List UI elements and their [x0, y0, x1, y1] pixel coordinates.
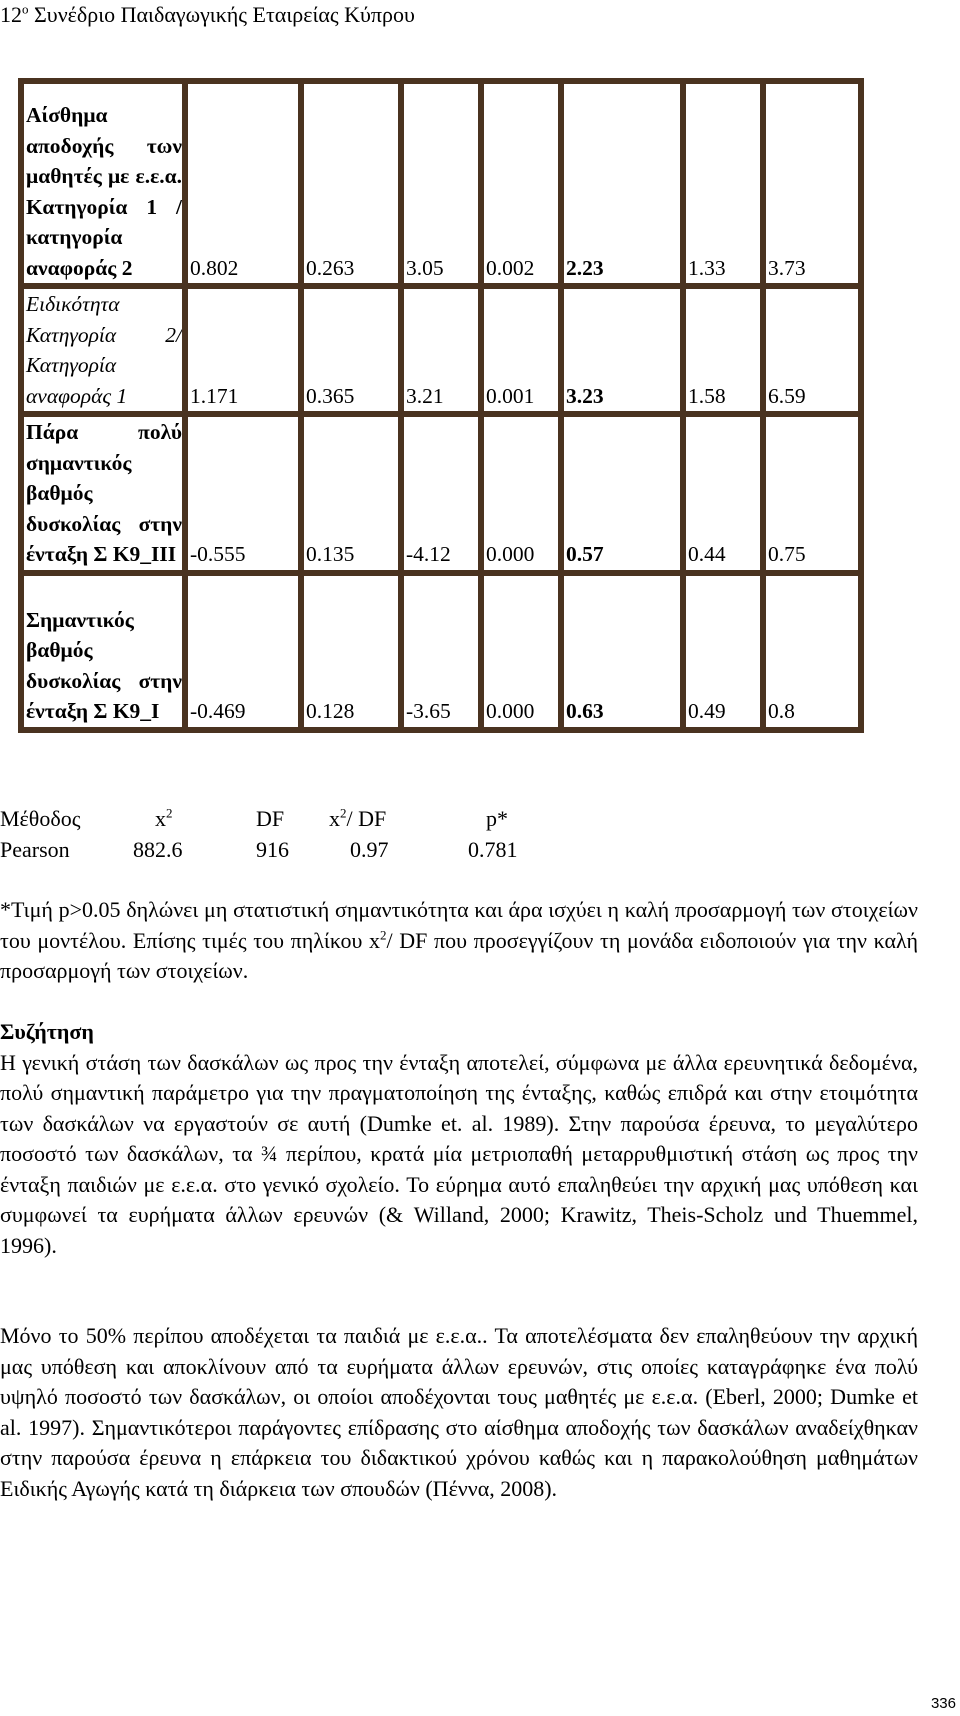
odds-ratio-cell: 0.63 — [561, 573, 683, 730]
p-cell: 0.000 — [481, 573, 561, 730]
conference-title: Συνέδριο Παιδαγωγικής Εταιρείας Κύπρου — [28, 2, 415, 27]
ci-low-cell: 1.58 — [683, 286, 763, 414]
ratio-symbol: x — [329, 806, 340, 831]
results-table — [18, 78, 864, 733]
odds-ratio-cell: 2.23 — [561, 81, 683, 286]
discussion-paragraph-2: Μόνο το 50% περίπου αποδέχεται τα παιδιά με ε.ε.α.. Τα αποτελέσματα δεν επαληθεύουν την αρχική μας υπόθεση και αποκλίνουν από τα ευρήματα άλλων ερευνών, στις οποίες καταγράφηκε ένα πολύ υψηλό ποσοστό των δασκάλων, οι οποίοι αποδέχονται τους μαθητές με ε.ε.α. (Eberl, 2000; Dumke et al. 1997). Σημαντικότεροι παράγοντες επίδρασης στο αίσθημα αποδοχής των δασκάλων αναδείχθηκαν στην παρούσα έρευνα η επάρκεια του διδακτικού χρόνου καθώς και η παρακολούθηση μαθημάτων Ειδικής Αγωγής κατά τη διάρκεια των σπουδών (Πέννα, 2008). — [0, 1323, 918, 1501]
ci-low-cell: 1.33 — [683, 81, 763, 286]
row-label: Πάρα πολύ σημαντικός βαθμός δυσκολίας στην ένταξη Σ Κ9_ΙΙΙ — [21, 414, 185, 573]
table-row — [21, 81, 861, 286]
z-cell: -3.65 — [401, 573, 481, 730]
se-cell: 0.128 — [301, 573, 401, 730]
estimate-cell: 0.802 — [185, 81, 301, 286]
p-cell: 0.001 — [481, 286, 561, 414]
fit-chi-value: 882.6 — [133, 837, 183, 862]
fit-method-header: Μέθοδος — [0, 806, 81, 831]
odds-ratio-cell: 0.57 — [561, 414, 683, 573]
ci-low-cell: 0.49 — [683, 573, 763, 730]
estimate-cell: -0.469 — [185, 573, 301, 730]
conference-number: 12 — [0, 2, 22, 27]
ratio-superscript: 2 — [340, 805, 347, 821]
note-text: *Τιμή p>0.05 δηλώνει μη στατιστική σημαντικότητα και άρα ισχύει η καλή προσαρμογή των στοιχείων του μοντέλου. Επίσης τιμές του πηλίκου x — [0, 897, 918, 953]
se-cell: 0.135 — [301, 414, 401, 573]
fit-method-value: Pearson — [0, 837, 70, 862]
z-cell: 3.05 — [401, 81, 481, 286]
row-label: Σημαντικός βαθμός δυσκολίας στην ένταξη Σ Κ9_Ι — [21, 573, 185, 730]
fit-df-value: 916 — [256, 837, 289, 862]
ordinal-superscript: ο — [22, 1, 29, 17]
table-row — [21, 573, 861, 730]
z-cell: 3.21 — [401, 286, 481, 414]
note-superscript: 2 — [379, 927, 387, 943]
table-row — [21, 286, 861, 414]
chi-symbol: x — [155, 806, 166, 831]
page-number: 336 — [930, 1695, 956, 1712]
discussion-paragraph-1: Η γενική στάση των δασκάλων ως προς την ένταξη αποτελεί, σύμφωνα με άλλα ερευνητικά δεδομένα, πολύ σημαντική παράμετρο για την πραγματοποίηση της ένταξης, καθώς επιδρά και στην ετοιμότητα των δασκάλων να εργαστούν σε αυτή (Dumke et. al. 1989). Στην παρούσα έρευνα, το μεγαλύτερο ποσοστό των δασκάλων, τα ¾ περίπου, κρατά μία μετριοπαθή μεταρρυθμιστική στάση ως προς την ένταξη παιδιών με ε.ε.α. στο γενικό σχολείο. Το εύρημα αυτό επαληθεύει την αρχική μας υπόθεση και συμφωνεί τα ευρήματα άλλων ερευνών (& Willand, 2000; Krawitz, Theis-Scholz und Thuemmel, 1996). — [0, 1049, 918, 1258]
fit-ratio-value: 0.97 — [350, 837, 389, 862]
se-cell: 0.263 — [301, 81, 401, 286]
p-cell: 0.002 — [481, 81, 561, 286]
odds-ratio-cell: 3.23 — [561, 286, 683, 414]
fit-ratio-header — [329, 803, 386, 834]
fit-p-header: p* — [486, 806, 508, 831]
ratio-denominator: / DF — [346, 806, 387, 831]
ci-low-cell: 0.44 — [683, 414, 763, 573]
table-row — [21, 414, 861, 573]
ci-high-cell: 6.59 — [763, 286, 861, 414]
section-title: Συζήτηση — [0, 1019, 94, 1044]
fit-chi-header — [155, 803, 173, 834]
estimate-cell: 1.171 — [185, 286, 301, 414]
ci-high-cell: 0.75 — [763, 414, 861, 573]
se-cell: 0.365 — [301, 286, 401, 414]
ci-high-cell: 0.8 — [763, 573, 861, 730]
fit-p-value: 0.781 — [468, 837, 518, 862]
estimate-cell: -0.555 — [185, 414, 301, 573]
p-cell: 0.000 — [481, 414, 561, 573]
fit-df-header: DF — [256, 806, 285, 831]
row-label: Αίσθημα αποδοχής των μαθητές με ε.ε.α. Κατηγορία 1 /κατηγορία αναφοράς 2 — [21, 81, 185, 286]
note-text-continued: / DF που προσεγγίζουν τη μονάδα ειδοποιούν για την καλή προσαρμογή των στοιχείων. — [0, 927, 918, 983]
chi-superscript: 2 — [166, 805, 173, 821]
row-label: Ειδικότητα Κατηγορία 2/ Κατηγορία αναφοράς 1 — [21, 286, 185, 414]
z-cell: -4.12 — [401, 414, 481, 573]
fit-note — [0, 895, 918, 987]
discussion-section — [0, 1017, 918, 1261]
page-header — [0, 0, 415, 30]
ci-high-cell: 3.73 — [763, 81, 861, 286]
